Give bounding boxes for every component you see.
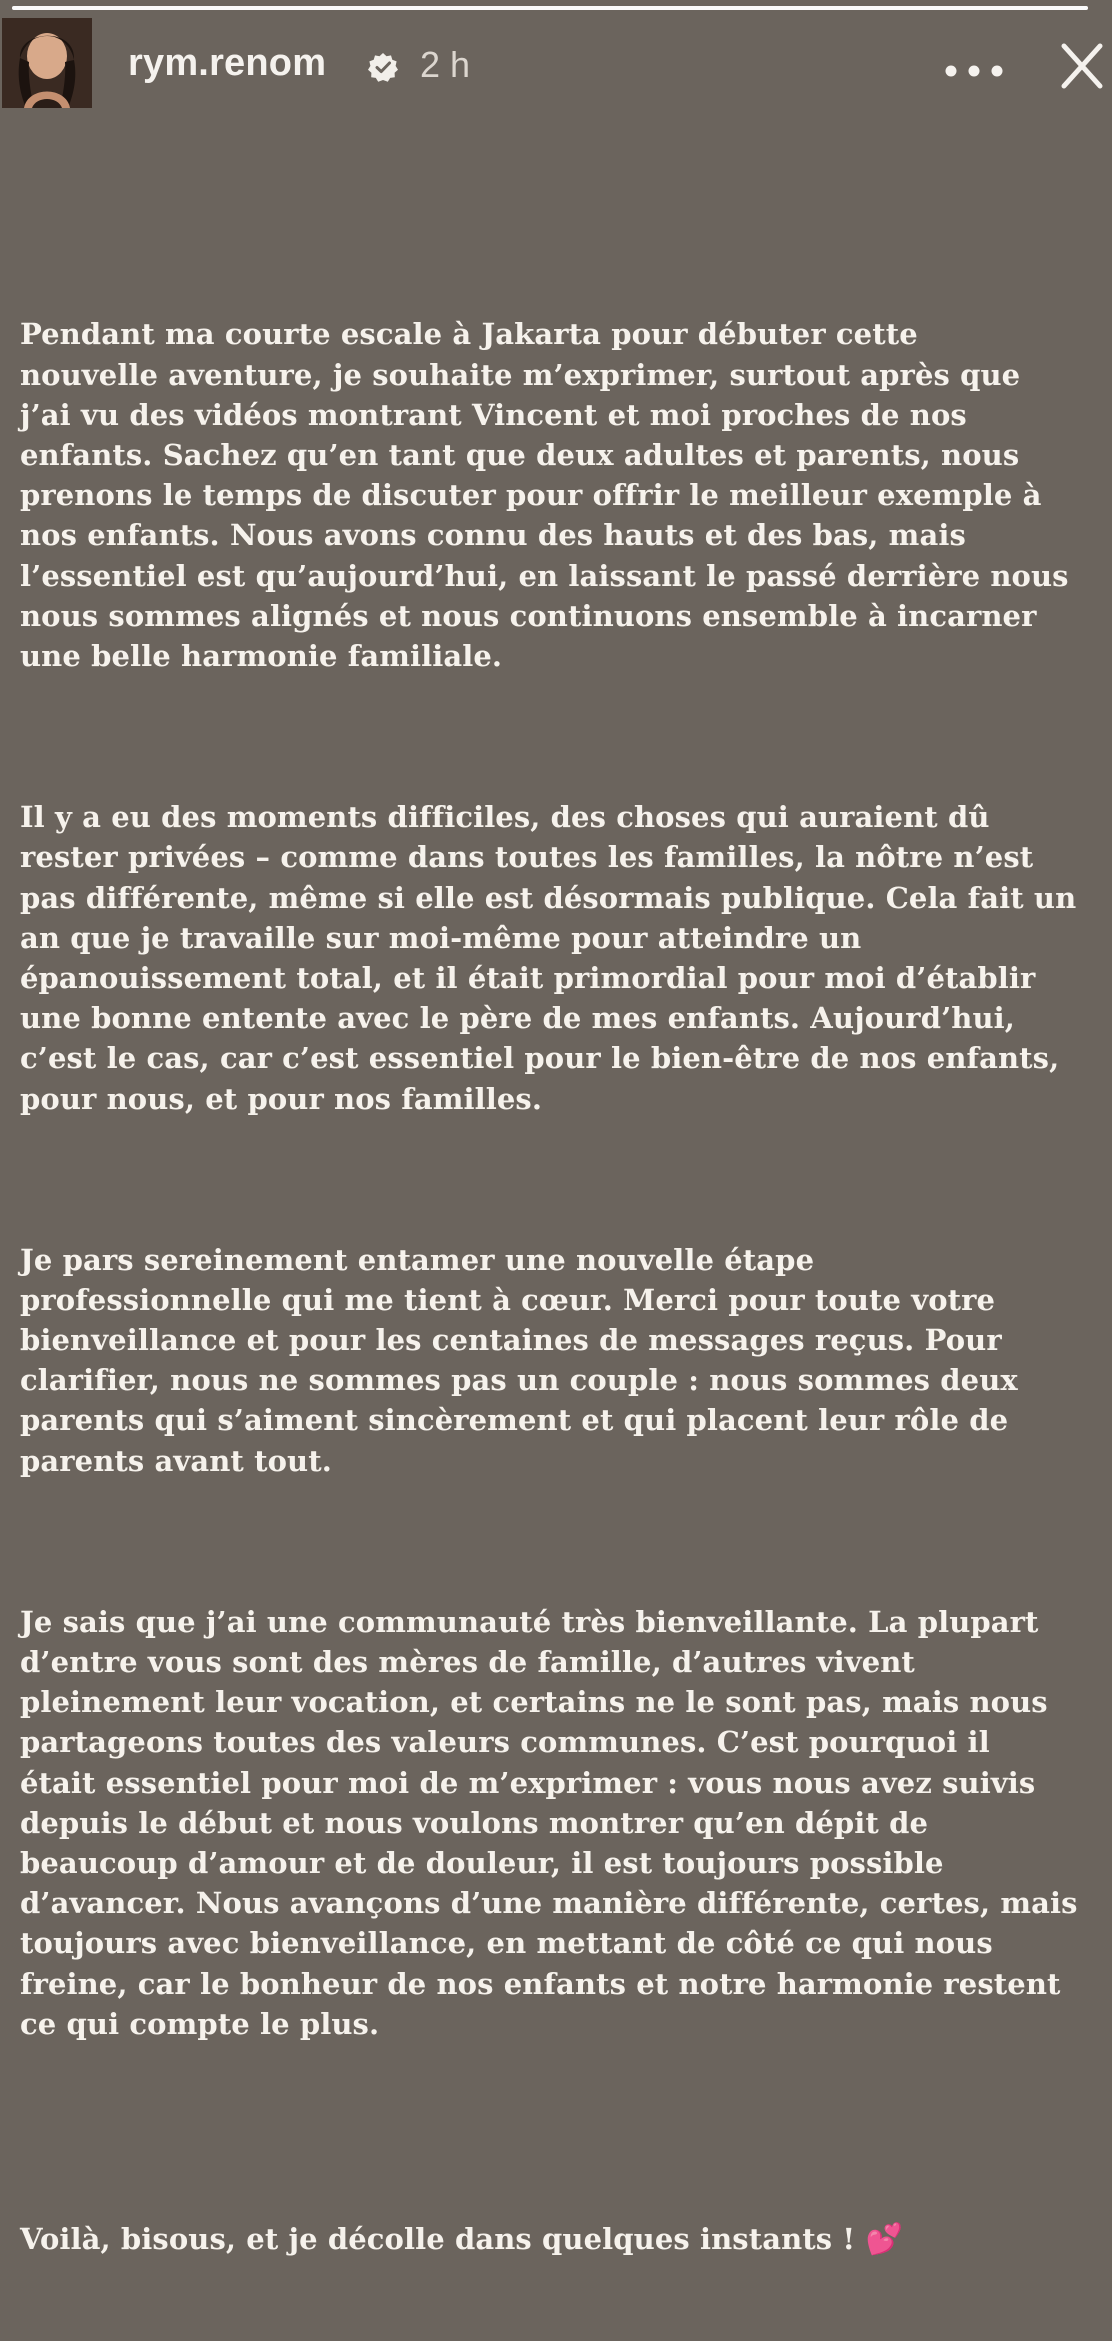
more-horizontal-icon[interactable] — [944, 64, 1004, 78]
two-hearts-icon: 💕 — [865, 2222, 903, 2258]
story-header — [0, 14, 1100, 124]
story-progress-fill — [12, 6, 1088, 10]
paragraph-1: Pendant ma courte escale à Jakarta pour débuter cette nouvelle aventure, je souhaite m’exprimer, surtout après que j’ai vu des vidéos montrant Vincent et moi proches de nos enfants. Sachez qu’en tant que deux adultes et parents, nous prenons le temps de discuter pour offrir le meilleur exemple à nos enfants. Nous avons connu des hauts et des bas, mais l’essentiel est qu’aujourd’hui, en laissant le passé derrière nous nous sommes alignés et nous continuons ensemble à incarner une belle harmonie familiale. — [20, 317, 1069, 674]
paragraph-4: Je sais que j’ai une communauté très bienveillante. La plupart d’entre vous sont des mères de famille, d’autres vivent pleinement leur vocation, et certains ne le sont pas, mais nous partageons toutes des valeurs communes. C’est pourquoi il était essentiel pour moi de m’exprimer : vous nous avez suivis depuis le début et nous voulons montrer qu’en dépit de beaucoup d’amour et de douleur, il est toujours possible d’avancer. Nous avançons d’une manière différente, certes, mais toujours avec bienveillance, en mettant de côté ce qui nous freine, car le bonheur de nos enfants et notre harmonie restent ce qui compte le plus. — [20, 1604, 1078, 2041]
avatar[interactable] — [2, 18, 92, 108]
paragraph-3: Je pars sereinement entamer une nouvelle étape professionnelle qui me tient à cœur. Merci pour toute votre bienveillance et pour les centaines de messages reçus. Pour clarifier, nous ne sommes pas un couple : nous sommes deux parents qui s’aiment sincèrement et qui placent leur rôle de parents avant tout. — [20, 1242, 1018, 1478]
story-progress-bar — [12, 6, 1088, 10]
time-ago: 2 h — [420, 44, 471, 85]
story-text-content — [20, 234, 1100, 2341]
close-icon[interactable] — [1060, 42, 1112, 98]
closing-text: Voilà, bisous, et je décolle dans quelques instants ! — [20, 2222, 866, 2257]
username[interactable]: rym.renom — [128, 42, 327, 84]
verified-badge-icon — [368, 52, 398, 82]
closing-line — [20, 2219, 1100, 2260]
paragraph-2: Il y a eu des moments difficiles, des choses qui auraient dû rester privées – comme dans toutes les familles, la nôtre n’est pas différente, même si elle est désormais publique. Cela fait un an que je travaille sur moi-même pour atteindre un épanouissement total, et il était primordial pour moi d’établir une bonne entente avec le père de mes enfants. Aujourd’hui, c’est le cas, car c’est essentiel pour le bien-être de nos enfants, pour nous, et pour nos familles. — [20, 800, 1077, 1116]
